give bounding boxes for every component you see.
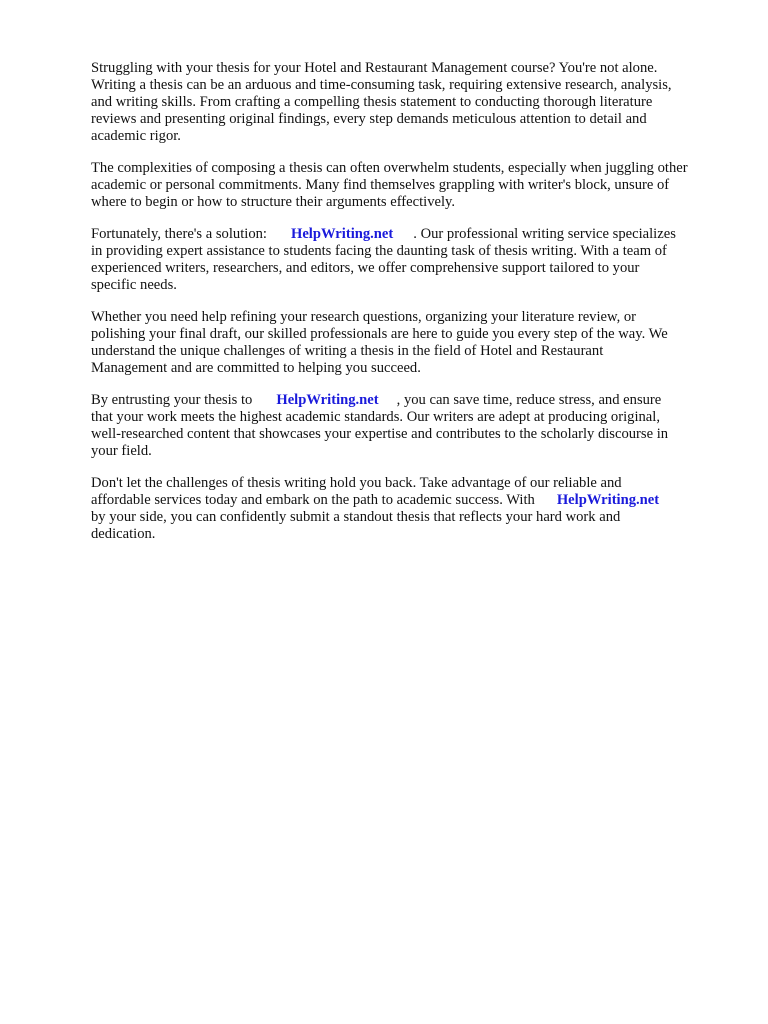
text-line: experienced writers, researchers, and editors, we offer comprehensive support tailored to your	[91, 260, 640, 276]
text-line: polishing your final draft, our skilled professionals are here to guide you every step of the way. We	[91, 326, 668, 342]
text-fragment: , you can save time, reduce stress, and ensure	[396, 392, 662, 408]
helpwriting-link[interactable]: HelpWriting.net	[276, 392, 379, 408]
text-line: academic rigor.	[91, 128, 181, 144]
text-line: that your work meets the highest academic standards. Our writers are adept at producing original,	[91, 409, 660, 425]
paragraph-entrust	[91, 392, 731, 460]
text-line: dedication.	[91, 526, 156, 542]
text-line: specific needs.	[91, 277, 177, 293]
text-line: Management and are committed to helping you succeed.	[91, 360, 421, 376]
paragraph-support	[91, 309, 731, 377]
text-line: and writing skills. From crafting a compelling thesis statement to conducting thorough literature	[91, 94, 653, 110]
text-line: understand the unique challenges of writing a thesis in the field of Hotel and Restaurant	[91, 343, 604, 359]
text-line: The complexities of composing a thesis can often overwhelm students, especially when juggling other	[91, 160, 688, 176]
text-line: reviews and presenting original findings, every step demands meticulous attention to detail and	[91, 111, 647, 127]
paragraph-closing	[91, 475, 731, 543]
text-fragment: Fortunately, there's a solution:	[91, 226, 267, 242]
paragraph-intro	[91, 60, 731, 145]
text-line: by your side, you can confidently submit a standout thesis that reflects your hard work and	[91, 509, 621, 525]
text-fragment: affordable services today and embark on the path to academic success. With	[91, 492, 535, 508]
text-line: academic or personal commitments. Many find themselves grappling with writer's block, unsure of	[91, 177, 670, 193]
text-line: Don't let the challenges of thesis writing hold you back. Take advantage of our reliable and	[91, 475, 622, 491]
text-line: in providing expert assistance to students facing the daunting task of thesis writing. With a team of	[91, 243, 667, 259]
text-fragment: By entrusting your thesis to	[91, 392, 253, 408]
text-line	[91, 226, 731, 243]
text-fragment: . Our professional writing service specializes	[413, 226, 676, 242]
text-line: your field.	[91, 443, 152, 459]
paragraph-solution	[91, 226, 731, 294]
paragraph-complexities	[91, 160, 731, 211]
text-line	[91, 392, 731, 409]
document-page	[91, 60, 731, 558]
text-line: Whether you need help refining your research questions, organizing your literature review, or	[91, 309, 637, 325]
text-line	[91, 492, 731, 509]
text-line: Writing a thesis can be an arduous and time-consuming task, requiring extensive research, analysis,	[91, 77, 672, 93]
text-line: well-researched content that showcases your expertise and contributes to the scholarly discourse in	[91, 426, 669, 442]
text-line: Struggling with your thesis for your Hotel and Restaurant Management course? You're not alone.	[91, 60, 658, 76]
helpwriting-link[interactable]: HelpWriting.net	[290, 226, 394, 242]
helpwriting-link[interactable]: HelpWriting.net	[556, 492, 660, 508]
text-line: where to begin or how to structure their arguments effectively.	[91, 194, 456, 210]
